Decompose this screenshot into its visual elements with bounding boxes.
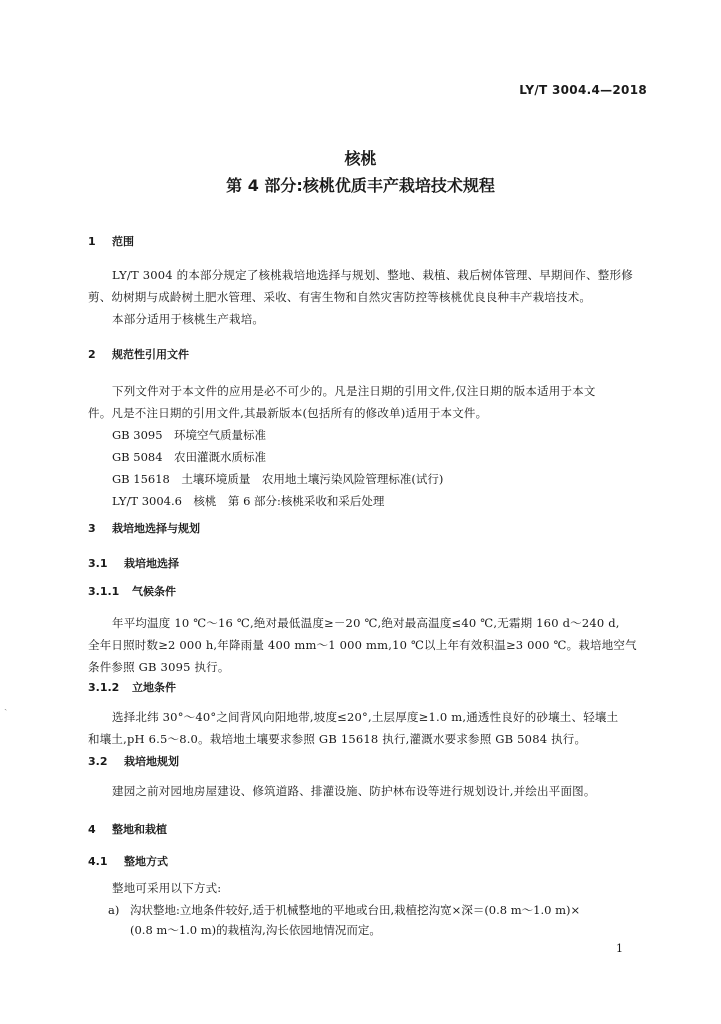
section-number: 3.2 [88,755,108,768]
section-number: 3.1 [88,557,108,570]
section-number: 2 [88,348,96,361]
section-title: 栽培地规划 [124,755,179,768]
section-3-heading [88,518,648,540]
document-title: 核桃 [344,149,377,168]
list-item [88,899,668,921]
section-number: 1 [88,235,96,248]
section-4-heading [88,819,648,841]
section-title: 规范性引用文件 [112,348,189,361]
section-number: 4 [88,823,96,836]
subsection-4-1-heading [88,851,648,873]
section-number: 3.1.2 [88,681,120,694]
section-1-paragraph-1 [88,264,648,308]
list-item-label: a) [108,903,120,917]
site-paragraph [88,706,648,750]
section-number: 3 [88,522,96,535]
section-title: 整地和栽植 [112,823,167,836]
text-line: 年平均温度 10 ℃～16 ℃,绝对最低温度≥－20 ℃,绝对最高温度≤40 ℃,无霜期 160 d～240 d, [112,616,620,630]
planning-paragraph: 建园之前对园地房屋建设、修筑道路、排灌设施、防护林布设等进行规划设计,并绘出平面图。 [112,784,596,798]
list-item-continuation: (0.8 m～1.0 m)的栽植沟,沟长依园地情况而定。 [130,923,381,937]
section-1-paragraph-2: 本部分适用于核桃生产栽培。 [112,312,265,326]
section-title: 栽培地选择 [124,557,179,570]
subsection-3-1-heading [88,553,648,575]
section-2-heading [88,344,648,366]
subsection-3-1-1-heading [88,581,648,603]
reference-item: GB 15618 土壤环境质量 农用地土壤污染风险管理标准(试行) [112,472,444,486]
section-title: 范围 [112,235,134,248]
text-line: 剪、幼树期与成龄树土肥水管理、采收、有害生物和自然灾害防控等核桃优良良种丰产栽培技术。 [88,290,592,304]
text-line: 条件参照 GB 3095 执行。 [88,660,230,674]
text-line: 和壤土,pH 6.5～8.0。栽培地土壤要求参照 GB 15618 执行,灌溉水要求参照 GB 5084 执行。 [88,732,587,746]
margin-mark: ˏ [4,700,8,711]
text-line: 件。凡是不注日期的引用文件,其最新版本(包括所有的修改单)适用于本文件。 [88,406,488,420]
site-prep-intro: 整地可采用以下方式: [112,881,222,895]
reference-item: LY/T 3004.6 核桃 第 6 部分:核桃采收和采后处理 [112,494,385,508]
text-line: 沟状整地:立地条件较好,适于机械整地的平地或台田,栽植挖沟宽×深＝(0.8 m～1.0 m)× [130,903,581,917]
document-subtitle: 第 4 部分:核桃优质丰产栽培技术规程 [226,176,495,195]
section-number: 3.1.1 [88,585,120,598]
subsection-3-2-heading [88,751,648,773]
text-line: LY/T 3004 的本部分规定了核桃栽培地选择与规划、整地、栽植、栽后树体管理、早期间作、整形修 [112,268,633,282]
section-title: 整地方式 [124,855,168,868]
reference-item: GB 3095 环境空气质量标准 [112,428,267,442]
section-1-heading [88,231,648,253]
reference-item: GB 5084 农田灌溉水质标准 [112,450,267,464]
climate-paragraph [88,612,648,678]
text-line: 选择北纬 30°～40°之间背风向阳地带,坡度≤20°,土层厚度≥1.0 m,通透性良好的砂壤土、轻壤土 [112,710,619,724]
section-title: 栽培地选择与规划 [112,522,200,535]
section-2-paragraph-1 [88,380,648,424]
text-line: 下列文件对于本文件的应用是必不可少的。凡是注日期的引用文件,仅注日期的版本适用于本文 [112,384,596,398]
standard-code: LY/T 3004.4—2018 [519,83,647,97]
section-title: 气候条件 [132,585,176,598]
subsection-3-1-2-heading [88,677,648,699]
text-line: 全年日照时数≥2 000 h,年降雨量 400 mm～1 000 mm,10 ℃以上年有效积温≥3 000 ℃。栽培地空气 [88,638,637,652]
section-number: 4.1 [88,855,108,868]
section-title: 立地条件 [132,681,176,694]
page-number: 1 [616,942,623,955]
